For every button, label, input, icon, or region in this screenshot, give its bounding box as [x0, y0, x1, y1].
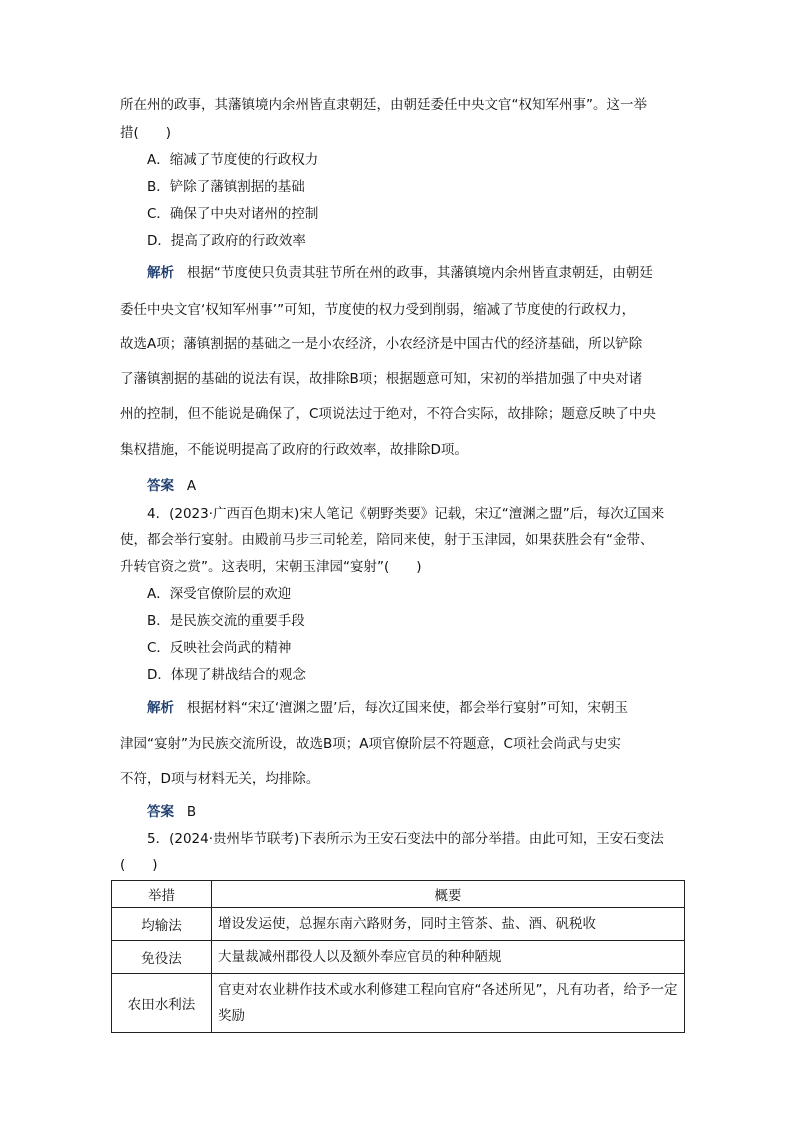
- table-cell-summary: 大量裁减州郡役人以及额外奉应官员的种种陋规: [212, 941, 685, 974]
- q4-stem-line-3: 升转官资之赏”。这表明，宋朝玉津园“宴射”( ): [120, 559, 422, 575]
- q5-stem-line-2: ( ): [120, 857, 158, 873]
- q4-option-c: C．反映社会尚武的精神: [147, 640, 292, 656]
- q4-analysis-line: 不符，D项与材料无关，均排除。: [120, 771, 320, 787]
- analysis-label: 解析: [147, 700, 174, 716]
- q3-analysis-line: 集权措施，不能说明提高了政府的行政效率，故排除D项。: [120, 442, 468, 458]
- q4-stem-line-2: 使，都会举行宴射。由殿前马步三司轮差，陪同来使，射于玉津园，如果获胜会有“金带、: [120, 532, 654, 548]
- answer-value: A: [186, 478, 197, 494]
- table-header-cell: 概要: [212, 881, 685, 908]
- table-cell-measure: 农田水利法: [112, 974, 212, 1033]
- table-row: [112, 974, 685, 1033]
- table-cell-summary: 增设发运使，总握东南六路财务，同时主管茶、盐、酒、矾税收: [212, 908, 685, 941]
- q3-analysis-line: 州的控制，但不能说是确保了，C项说法过于绝对，不符合实际，故排除；题意反映了中央: [120, 406, 656, 422]
- q4-analysis-line: 津园“宴射”为民族交流所设，故选B项；A项官僚阶层不符题意，C项社会尚武与史实: [120, 736, 621, 752]
- q3-analysis-text: 根据“节度使只负责其驻节所在州的政事，其藩镇境内余州皆直隶朝廷，由朝廷: [186, 265, 653, 281]
- q3-analysis-line: 了藩镇割据的基础的说法有误，故排除B项；根据题意可知，宋初的举措加强了中央对诸: [120, 371, 643, 387]
- measures-table: [111, 880, 685, 1033]
- q4-option-a: A．深受官僚阶层的欢迎: [147, 586, 292, 602]
- q4-option-b: B．是民族交流的重要手段: [147, 613, 305, 629]
- answer-value: B: [186, 804, 197, 820]
- q3-analysis-line: 故选A项；藩镇割据的基础之一是小农经济，小农经济是中国古代的经济基础，所以铲除: [120, 336, 643, 352]
- q3-analysis-line: 委任中央文官‘权知军州事’”可知，节度使的权力受到削弱，缩减了节度使的行政权力，: [120, 302, 636, 318]
- table-cell-measure: 免役法: [112, 941, 212, 974]
- q3-option-c: C．确保了中央对诸州的控制: [147, 206, 319, 222]
- answer-label: 答案: [147, 804, 174, 820]
- q4-analysis-first-line: [147, 698, 628, 718]
- q3-answer: [147, 476, 196, 496]
- q3-stem-line-1: 所在州的政事，其藩镇境内余州皆直隶朝廷，由朝廷委任中央文官“权知军州事”。这一举: [120, 97, 647, 113]
- q4-answer: [147, 802, 196, 822]
- table-cell-summary: 官吏对农业耕作技术或水利修建工程向官府“各述所见”，凡有功者，给予一定奖励: [212, 974, 685, 1033]
- q3-analysis-first-line: [147, 263, 653, 283]
- table-row: [112, 941, 685, 974]
- table-header-cell: 举措: [112, 881, 212, 908]
- table-row: [112, 908, 685, 941]
- q3-option-d: D．提高了政府的行政效率: [147, 233, 306, 249]
- q4-analysis-text: 根据材料“宋辽‘澶渊之盟’后，每次辽国来使，都会举行宴射”可知，宋朝玉: [186, 700, 628, 716]
- table-header-row: [112, 881, 685, 908]
- q4-stem-line-1: 4．(2023·广西百色期末)宋人笔记《朝野类要》记载，宋辽“澶渊之盟”后，每次辽国来: [147, 506, 665, 522]
- answer-label: 答案: [147, 478, 174, 494]
- q3-stem-line-2: 措( ): [120, 125, 172, 141]
- analysis-label: 解析: [147, 265, 174, 281]
- q5-stem-line-1: 5．(2024·贵州毕节联考)下表所示为王安石变法中的部分举措。由此可知，王安石变法: [147, 831, 664, 847]
- q3-option-b: B．铲除了藩镇割据的基础: [147, 179, 305, 195]
- q3-option-a: A．缩减了节度使的行政权力: [147, 152, 319, 168]
- q4-option-d: D．体现了耕战结合的观念: [147, 667, 306, 683]
- table-cell-measure: 均输法: [112, 908, 212, 941]
